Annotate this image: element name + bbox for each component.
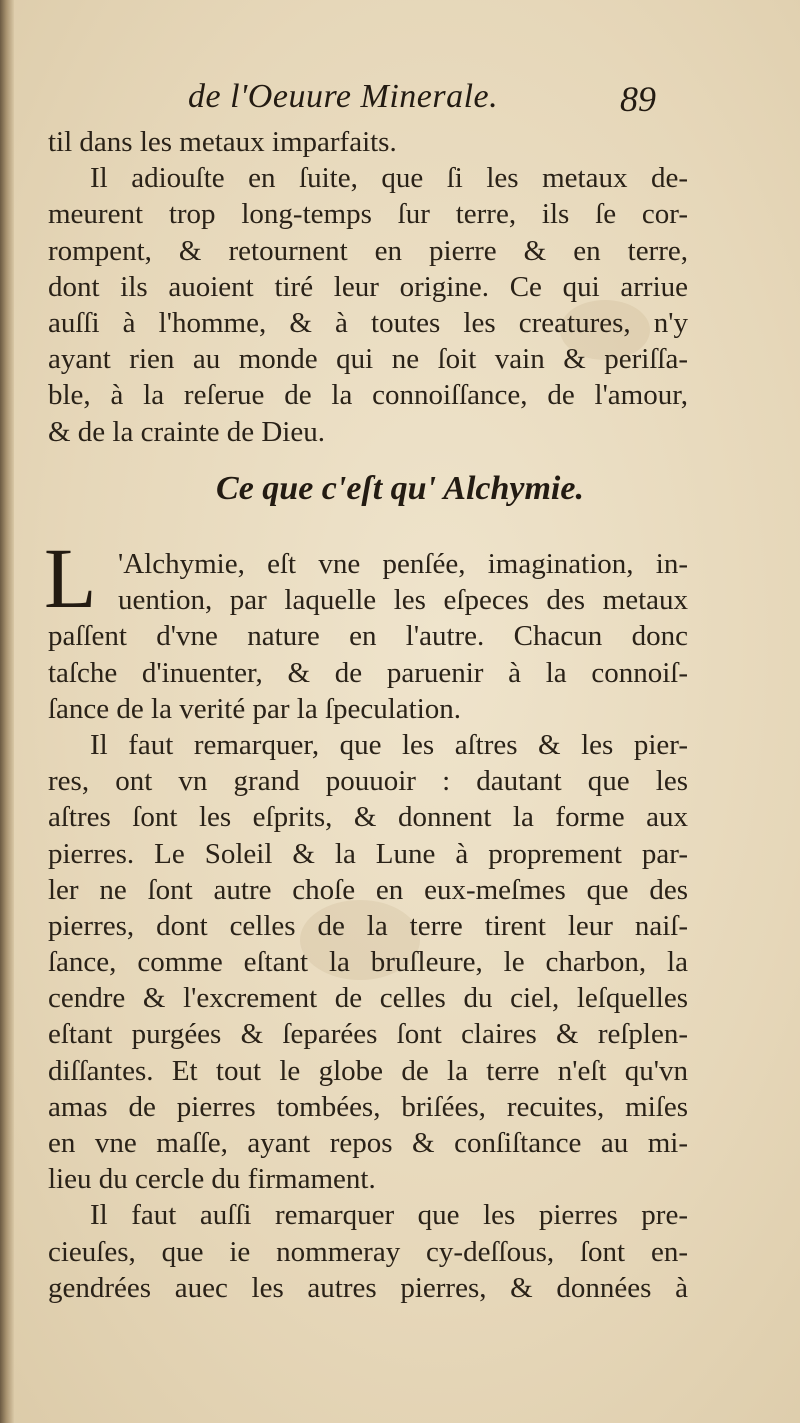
text-line: pierres, dont celles de la terre tirent leur naiſ- xyxy=(48,909,688,942)
text-line: cieuſes, que ie nommeray cy-deſſous, ſont en- xyxy=(48,1235,688,1268)
page-number: 89 xyxy=(620,79,656,119)
text-line: diſſantes. Et tout le globe de la terre n'eſt qu'vn xyxy=(48,1054,688,1087)
text-line: cendre & l'excrement de celles du ciel, leſquelles xyxy=(48,982,688,1015)
drop-cap: L xyxy=(44,530,97,626)
text-block-main xyxy=(48,546,688,1306)
text-line: ble, à la reſerue de la connoiſſance, de l'amour, xyxy=(48,379,688,412)
text-line: en vne maſſe, ayant repos & conſiſtance au mi- xyxy=(48,1127,688,1159)
text-line: Il adiouſte en ſuite, que ſi les metaux de- xyxy=(90,162,688,195)
page-header xyxy=(0,78,800,128)
text-line: pierres. Le Soleil & la Lune à proprement par- xyxy=(48,837,688,870)
text-line: lieu du cercle du firmament. xyxy=(48,1163,376,1196)
text-line: dont ils auoient tiré leur origine. Ce qui arriue xyxy=(48,270,688,303)
text-line: ſance de la verité par la ſpeculation. xyxy=(48,692,462,725)
text-line: Il faut remarquer, que les aſtres & les pier- xyxy=(90,728,688,761)
text-line: 'Alchymie, eſt vne penſée, imagination, in- xyxy=(118,548,688,580)
text-line: amas de pierres tombées, briſées, recuites, miſes xyxy=(48,1090,688,1123)
text-line: til dans les metaux imparfaits. xyxy=(48,126,397,158)
text-line: ler ne ſont autre choſe en eux-meſmes que des xyxy=(48,873,688,906)
text-line: eſtant purgées & ſeparées ſont claires & reſplen- xyxy=(48,1018,688,1051)
text-line: Il faut auſſi remarquer que les pierres pre- xyxy=(90,1199,688,1232)
running-title: de l'Oeuure Minerale. xyxy=(188,78,499,115)
text-line: ayant rien au monde qui ne ſoit vain & periſſa- xyxy=(48,343,688,376)
text-line: aſtres ſont les eſprits, & donnent la forme aux xyxy=(48,801,688,834)
text-line: rompent, & retournent en pierre & en terre, xyxy=(48,234,688,267)
text-block-top xyxy=(48,124,688,450)
text-line: taſche d'inuenter, & de paruenir à la connoiſ- xyxy=(48,656,688,689)
text-line: auſſi à l'homme, & à toutes les creatures, n'y xyxy=(48,306,688,339)
text-line: ſance, comme eſtant la bruſleure, le charbon, la xyxy=(48,946,688,979)
section-title: Ce que c'eſt qu' Alchymie. xyxy=(216,470,584,507)
text-line: res, ont vn grand pouuoir : dautant que les xyxy=(48,765,688,798)
text-line: paſſent d'vne nature en l'autre. Chacun donc xyxy=(48,620,688,653)
binding-gutter xyxy=(0,0,14,1423)
text-line: uention, par laquelle les eſpeces des metaux xyxy=(118,584,688,617)
text-line: & de la crainte de Dieu. xyxy=(48,415,325,448)
text-line: gendrées auec les autres pierres, & données à xyxy=(48,1271,688,1304)
text-line: meurent trop long-temps ſur terre, ils ſe cor- xyxy=(48,198,688,231)
